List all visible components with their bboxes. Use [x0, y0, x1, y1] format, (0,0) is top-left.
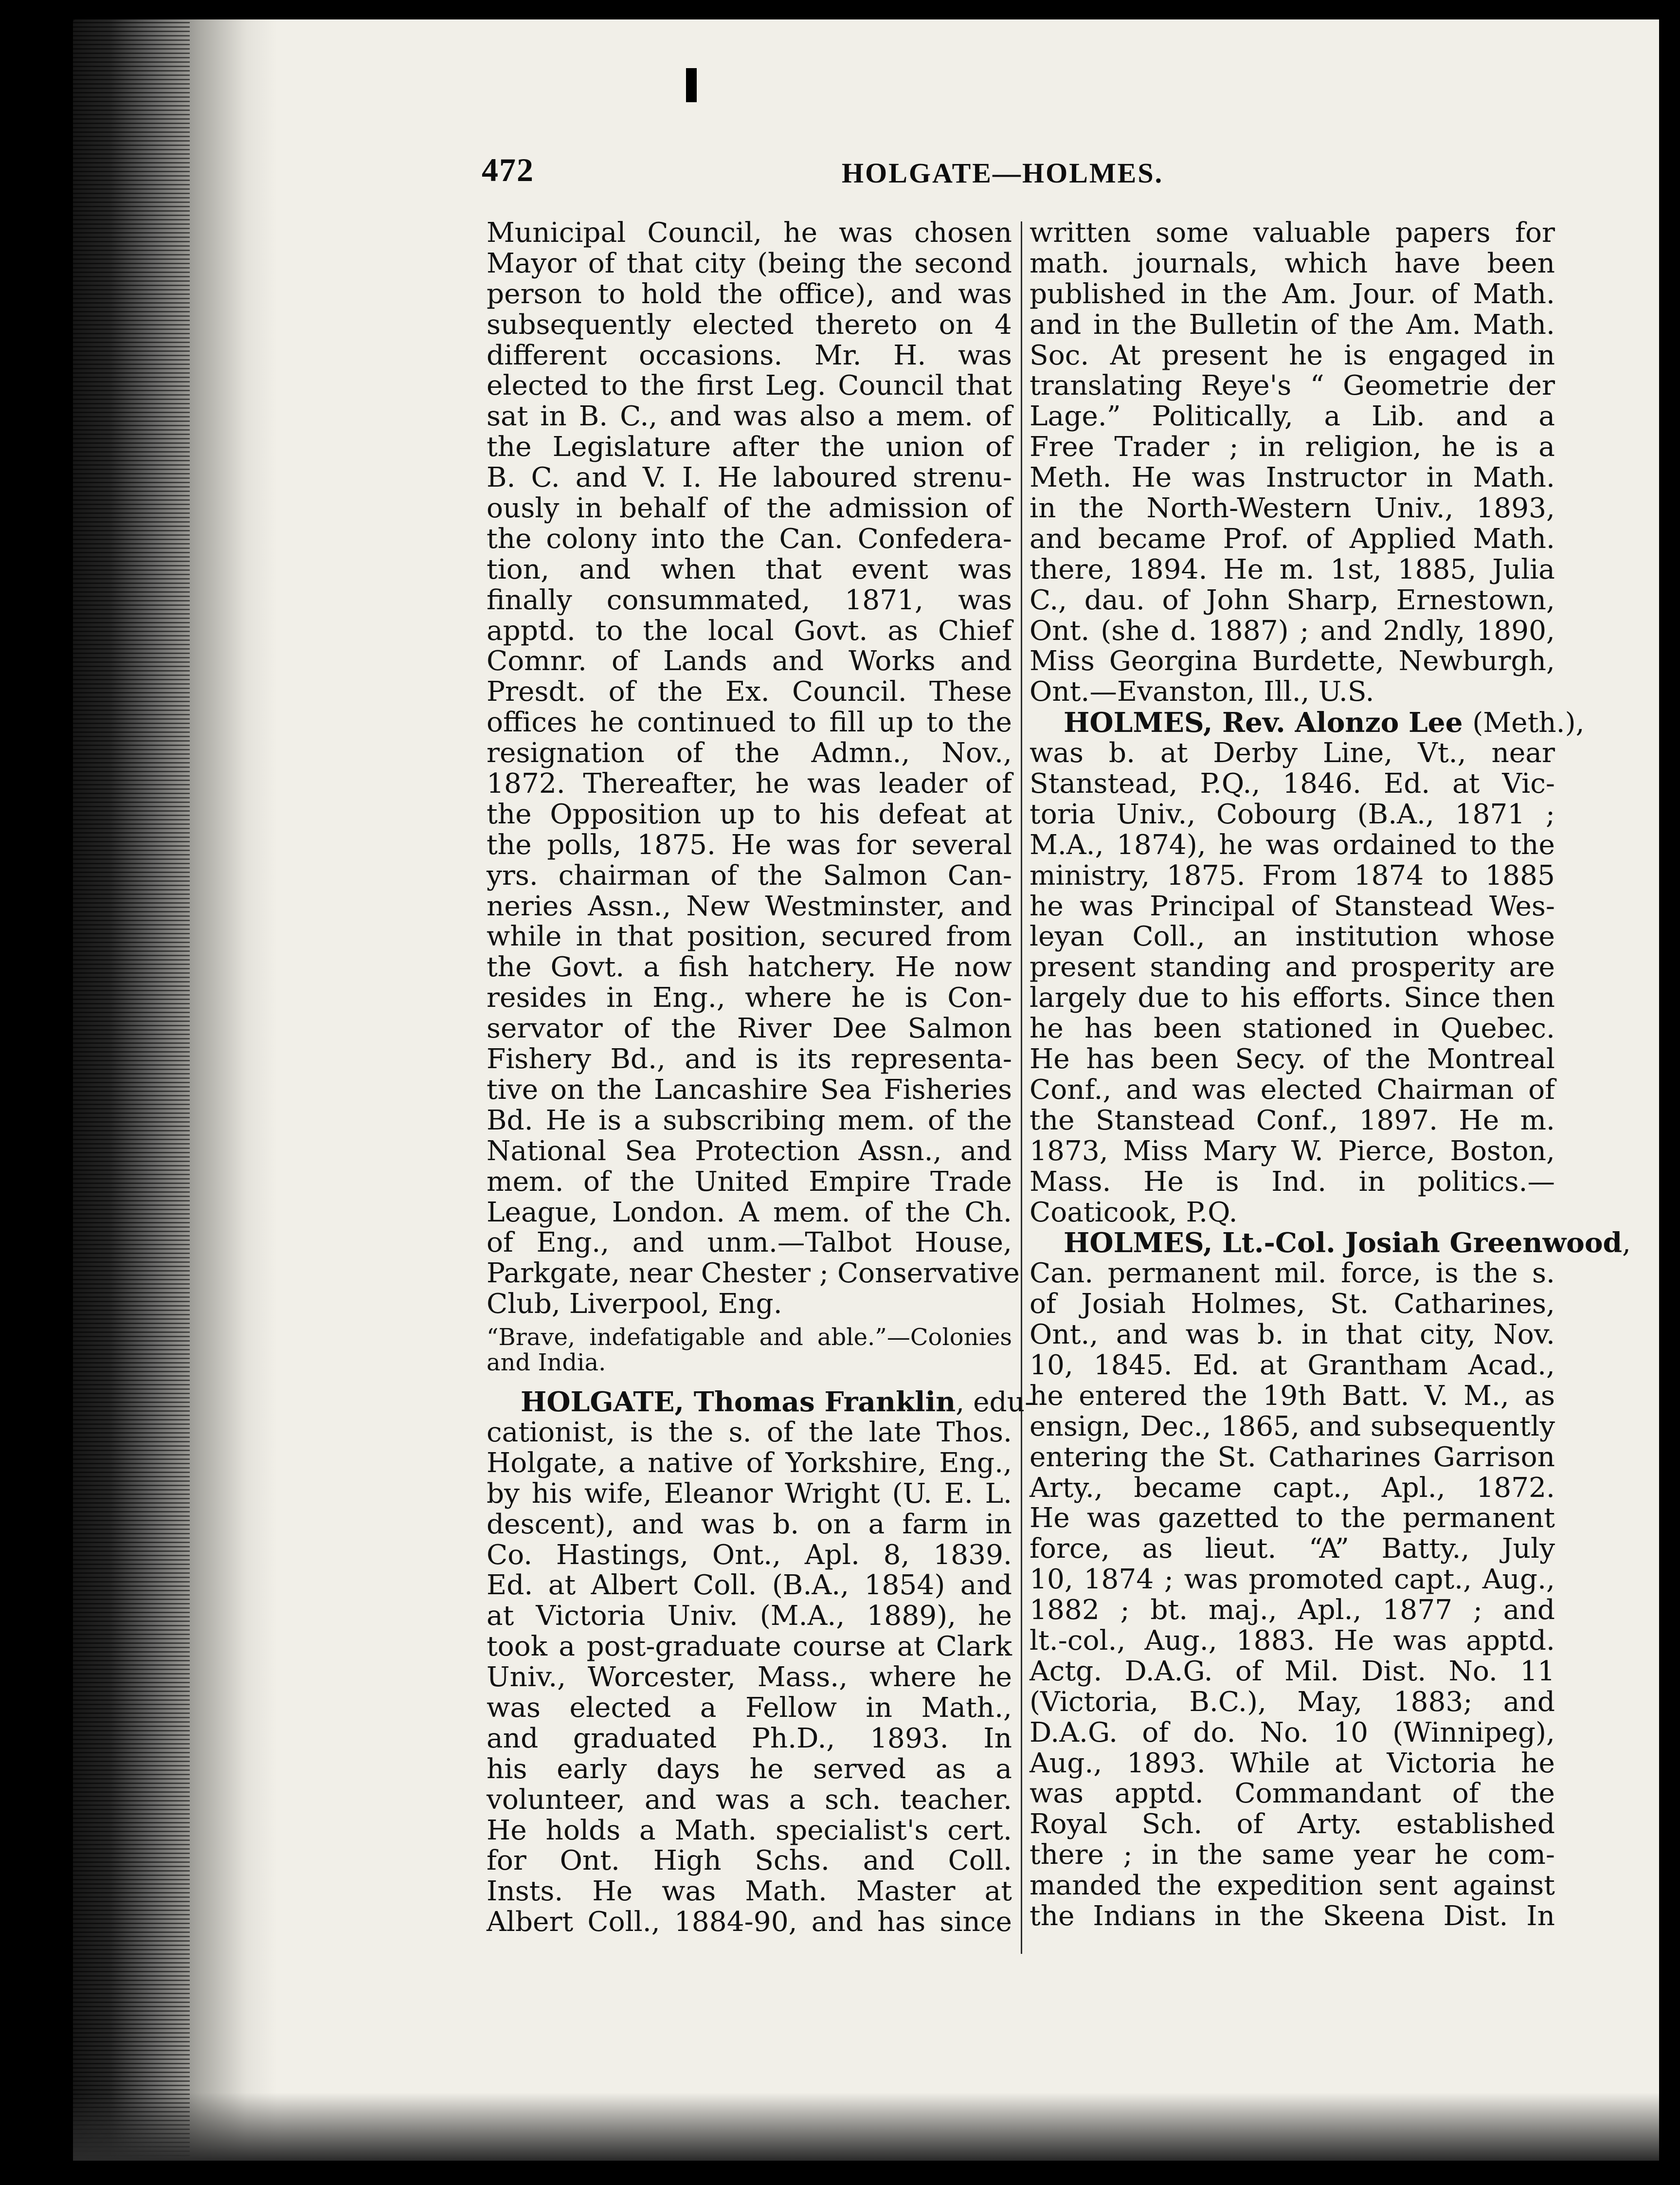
text-line: the Indians in the Skeena Dist. In	[1030, 1900, 1555, 1932]
text-line: the Legislature after the union of	[487, 431, 1012, 463]
text-line: volunteer, and was a sch. teacher.	[487, 1784, 1012, 1816]
text-line: subsequently elected thereto on 4	[487, 309, 1012, 341]
text-line: ously in behalf of the admission of	[487, 492, 1012, 525]
text-line: servator of the River Dee Salmon	[487, 1013, 1012, 1045]
text-line: the colony into the Can. Confedera-	[487, 523, 1012, 555]
text-line: Coaticook, P.Q.	[1030, 1196, 1238, 1228]
text-line: Can. permanent mil. force, is the s.	[1030, 1257, 1555, 1290]
text-line: entering the St. Catharines Garrison	[1030, 1441, 1555, 1473]
text-line: C., dau. of John Sharp, Ernestown,	[1030, 584, 1555, 616]
text-line: He holds a Math. specialist's cert.	[487, 1814, 1012, 1846]
page-number: 472	[482, 151, 534, 188]
text-line: Co. Hastings, Ont., Apl. 8, 1839.	[487, 1539, 1012, 1571]
text-line: math. journals, which have been	[1030, 247, 1555, 279]
page-edge-stripes	[73, 19, 190, 2161]
text-line: yrs. chairman of the Salmon Can-	[487, 859, 1012, 892]
text-line: Soc. At present he is engaged in	[1030, 339, 1555, 371]
text-line: Holgate, a native of Yorkshire, Eng.,	[487, 1447, 1012, 1479]
quote-line: and India.	[487, 1349, 606, 1377]
page-header	[482, 151, 1596, 195]
text-line: 10, 1845. Ed. at Grantham Acad.,	[1030, 1349, 1555, 1381]
column-divider	[1021, 221, 1022, 1954]
text-line: his early days he served as a	[487, 1753, 1012, 1785]
text-line: Conf., and was elected Chairman of	[1030, 1074, 1555, 1106]
entry-heading-holmes-alonzo: HOLMES, Rev. Alonzo Lee (Meth.),	[1064, 707, 1585, 739]
text-line: Mayor of that city (being the second	[487, 247, 1012, 279]
text-line: he was Principal of Stanstead Wes-	[1030, 890, 1555, 922]
text-line: and became Prof. of Applied Math.	[1030, 523, 1555, 555]
text-line: toria Univ., Cobourg (B.A., 1871 ;	[1030, 798, 1555, 830]
text-line: finally consummated, 1871, was	[487, 584, 1012, 616]
text-line: ministry, 1875. From 1874 to 1885	[1030, 859, 1555, 892]
text-line: Presdt. of the Ex. Council. These	[487, 676, 1012, 708]
text-line: mem. of the United Empire Trade	[487, 1165, 1012, 1198]
text-line: the Stanstead Conf., 1897. He m.	[1030, 1104, 1555, 1136]
text-line: Mass. He is Ind. in politics.—	[1030, 1165, 1555, 1198]
text-line: for Ont. High Schs. and Coll.	[487, 1845, 1012, 1877]
text-line: Ont., and was b. in that city, Nov.	[1030, 1319, 1555, 1351]
text-line: the Govt. a fish hatchery. He now	[487, 951, 1012, 983]
text-line: of Eng., and unm.—Talbot House,	[487, 1227, 1012, 1259]
text-line: Albert Coll., 1884-90, and has since	[487, 1906, 1012, 1938]
text-line: in the North-Western Univ., 1893,	[1030, 492, 1555, 525]
text-line: offices he continued to fill up to the	[487, 707, 1012, 739]
text-line: present standing and prosperity are	[1030, 951, 1555, 983]
right-page-edge	[1659, 19, 1680, 2161]
text-line: the Opposition up to his defeat at	[487, 798, 1012, 830]
text-line: at Victoria Univ. (M.A., 1889), he	[487, 1600, 1012, 1632]
text-line: Ed. at Albert Coll. (B.A., 1854) and	[487, 1569, 1012, 1602]
text-line: 1882 ; bt. maj., Apl., 1877 ; and	[1030, 1594, 1555, 1626]
text-line: Actg. D.A.G. of Mil. Dist. No. 11	[1030, 1655, 1555, 1687]
text-line: translating Reye's “ Geometrie der	[1030, 370, 1555, 402]
entry-heading-holmes-josiah: HOLMES, Lt.-Col. Josiah Greenwood	[1064, 1227, 1623, 1259]
left-column	[487, 217, 1034, 1938]
text-line: Parkgate, near Chester ; Conservative	[487, 1257, 1020, 1290]
text-line: he entered the 19th Batt. V. M., as	[1030, 1380, 1555, 1412]
text-line: Municipal Council, he was chosen	[487, 217, 1012, 249]
text-line: lt.-col., Aug., 1883. He was apptd.	[1030, 1624, 1555, 1657]
text-line: He has been Secy. of the Montreal	[1030, 1043, 1555, 1075]
text-line: published in the Am. Jour. of Math.	[1030, 278, 1555, 310]
running-head: HOLGATE—HOLMES.	[842, 157, 1164, 189]
text-line: D.A.G. of do. No. 10 (Winnipeg),	[1030, 1716, 1555, 1748]
text-line: resignation of the Admn., Nov.,	[487, 737, 1012, 769]
text-line: ensign, Dec., 1865, and subsequently	[1030, 1410, 1555, 1442]
right-column	[1030, 217, 1623, 1932]
text-line: resides in Eng., where he is Con-	[487, 982, 1012, 1014]
text-line: was elected a Fellow in Math.,	[487, 1692, 1012, 1724]
text-line: there ; in the same year he com-	[1030, 1839, 1555, 1871]
text-line: there, 1894. He m. 1st, 1885, Julia	[1030, 553, 1555, 585]
text-line: tion, and when that event was	[487, 553, 1012, 585]
text-line: Ont. (she d. 1887) ; and 2ndly, 1890,	[1030, 615, 1555, 647]
text-line: cationist, is the s. of the late Thos.	[487, 1416, 1012, 1448]
text-line: tive on the Lancashire Sea Fisheries	[487, 1074, 1012, 1106]
text-line: written some valuable papers for	[1030, 217, 1555, 249]
text-line: Ont.—Evanston, Ill., U.S.	[1030, 676, 1374, 708]
text-line: National Sea Protection Assn., and	[487, 1135, 1012, 1167]
text-line: Free Trader ; in religion, he is a	[1030, 431, 1555, 463]
text-line: force, as lieut. “A” Batty., July	[1030, 1533, 1555, 1565]
text-line: Lage.” Politically, a Lib. and a	[1030, 401, 1555, 433]
text-line: Club, Liverpool, Eng.	[487, 1288, 782, 1320]
text-line: Univ., Worcester, Mass., where he	[487, 1661, 1012, 1693]
text-line: was apptd. Commandant of the	[1030, 1778, 1555, 1810]
text-line: (Victoria, B.C.), May, 1883; and	[1030, 1686, 1555, 1718]
text-line: was b. at Derby Line, Vt., near	[1030, 737, 1555, 769]
text-line: manded the expedition sent against	[1030, 1870, 1555, 1902]
text-line: neries Assn., New Westminster, and	[487, 890, 1012, 922]
text-line: sat in B. C., and was also a mem. of	[487, 401, 1012, 433]
text-line: 10, 1874 ; was promoted capt., Aug.,	[1030, 1564, 1555, 1596]
text-line: Comnr. of Lands and Works and	[487, 645, 1012, 677]
binding-mark	[686, 68, 697, 102]
text-line: of Josiah Holmes, St. Catharines,	[1030, 1288, 1555, 1320]
text-line: Arty., became capt., Apl., 1872.	[1030, 1472, 1555, 1504]
text-line: He was gazetted to the permanent	[1030, 1502, 1555, 1534]
text-line: leyan Coll., an institution whose	[1030, 921, 1555, 953]
text-line: he has been stationed in Quebec.	[1030, 1013, 1555, 1045]
text-line: Miss Georgina Burdette, Newburgh,	[1030, 645, 1555, 677]
text-line: M.A., 1874), he was ordained to the	[1030, 829, 1555, 861]
text-line: by his wife, Eleanor Wright (U. E. L.	[487, 1477, 1012, 1510]
quote-line: “Brave, indefatigable and able.”—Colonies	[487, 1324, 1012, 1351]
text-line: took a post-graduate course at Clark	[487, 1631, 1012, 1663]
text-line: Royal Sch. of Arty. established	[1030, 1808, 1555, 1840]
text-line: League, London. A mem. of the Ch.	[487, 1196, 1012, 1228]
text-line: Meth. He was Instructor in Math.	[1030, 462, 1555, 494]
text-line: different occasions. Mr. H. was	[487, 339, 1012, 371]
text-line: B. C. and V. I. He laboured strenu-	[487, 462, 1012, 494]
text-line: while in that position, secured from	[487, 921, 1012, 953]
text-line: person to hold the office), and was	[487, 278, 1012, 310]
text-line: Stanstead, P.Q., 1846. Ed. at Vic-	[1030, 768, 1555, 800]
text-line: 1873, Miss Mary W. Pierce, Boston,	[1030, 1135, 1555, 1167]
text-line: apptd. to the local Govt. as Chief	[487, 615, 1012, 647]
text-line: Insts. He was Math. Master at	[487, 1875, 1012, 1908]
text-line: Fishery Bd., and is its representa-	[487, 1043, 1012, 1075]
bottom-page-edge	[73, 2093, 1674, 2161]
text-line: descent), and was b. on a farm in	[487, 1508, 1012, 1540]
entry-heading-holgate: HOLGATE, Thomas Franklin, edu-	[521, 1386, 1034, 1419]
text-line: Bd. He is a subscribing mem. of the	[487, 1104, 1012, 1136]
text-line: 1872. Thereafter, he was leader of	[487, 768, 1012, 800]
spacer	[487, 1375, 1012, 1387]
text-line: elected to the first Leg. Council that	[487, 370, 1012, 402]
text-line: and graduated Ph.D., 1893. In	[487, 1722, 1012, 1754]
text-line: the polls, 1875. He was for several	[487, 829, 1012, 861]
text-line: largely due to his efforts. Since then	[1030, 982, 1555, 1014]
text-line: Aug., 1893. While at Victoria he	[1030, 1747, 1555, 1779]
text-line: and in the Bulletin of the Am. Math.	[1030, 309, 1555, 341]
